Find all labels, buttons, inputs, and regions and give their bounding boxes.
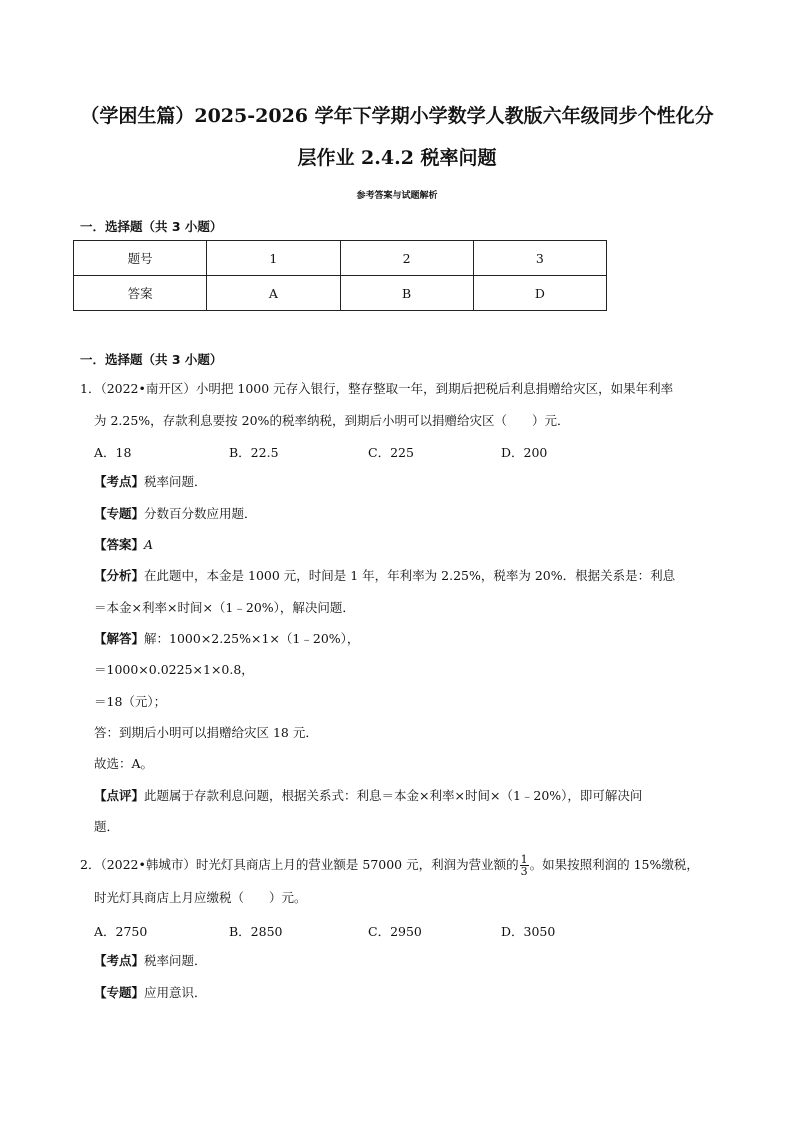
q1-stem-line2: 为 2.25%，存款利息要按 20%的税率纳税，到期后小明可以捐赠给灾区（ ）元．: [94, 413, 570, 428]
table-cell: 题号: [74, 241, 207, 276]
document-subtitle: 参考答案与试题解析: [356, 191, 438, 201]
zhuanti-tag: 【专题】: [94, 985, 145, 1000]
q1-daan: [94, 537, 153, 553]
q1-option-b: B．22.5: [229, 445, 279, 460]
document-title-line1: （学困生篇）2025-2026 学年下学期小学数学人教版六年级同步个性化分: [80, 105, 714, 127]
document-title-line2: 层作业 2.4.2 税率问题: [297, 147, 497, 169]
q1-kaodian: [94, 474, 207, 490]
q1-fenxi-line1: [94, 568, 675, 584]
kaodian-text: 税率问题．: [144, 474, 207, 489]
table-cell: 答案: [74, 276, 207, 311]
q1-jieda-line5: 故选：A。: [94, 756, 154, 771]
kaodian-tag: 【考点】: [94, 474, 145, 489]
zhuanti-text: 分数百分数应用题．: [144, 506, 257, 521]
table-cell: 3: [473, 241, 606, 276]
table-cell: B: [340, 276, 473, 311]
q1-zhuanti: [94, 506, 257, 522]
daan-tag: 【答案】: [94, 537, 145, 552]
fraction-denominator: 3: [520, 865, 528, 878]
q1-option-a: A．18: [94, 445, 132, 460]
fenxi-text: 在此题中，本金是 1000 元，时间是 1 年，年利率为 2.25%，税率为 20%．根据关系是：利息: [144, 568, 676, 583]
answer-table-row-answer: [74, 276, 607, 311]
q1-jieda-line1: [94, 631, 359, 647]
q1-option-c: C．225: [368, 445, 414, 460]
q1-stem-line1: 1．（2022•南开区）小明把 1000 元存入银行，整存整取一年，到期后把税后利息捐赠给灾区，如果年利率: [80, 381, 674, 396]
answer-table-row-number: [74, 241, 607, 276]
dianping-tag: 【点评】: [94, 788, 145, 803]
fraction-numerator: 1: [520, 853, 528, 866]
q1-jieda-line3: ＝18（元）；: [94, 694, 167, 709]
q1-dianping-line1: [94, 788, 642, 804]
dianping-text: 此题属于存款利息问题，根据关系式：利息＝本金×利率×时间×（1﹣20%），即可解决问: [144, 788, 643, 803]
q2-stem-part1: 2．（2022•韩城市）时光灯具商店上月的营业额是 57000 元，利润为营业额的: [80, 857, 519, 872]
answer-table: [73, 240, 607, 311]
q1-dianping-line2: 题．: [94, 819, 120, 834]
q1-fenxi-line2: ＝本金×利率×时间×（1﹣20%），解决问题．: [94, 600, 355, 615]
q2-stem-line1: [80, 854, 699, 877]
q1-jieda-line4: 答：到期后小明可以捐赠给灾区 18 元．: [94, 725, 318, 740]
kaodian-tag: 【考点】: [94, 953, 145, 968]
q2-zhuanti: [94, 985, 207, 1001]
table-cell: 1: [207, 241, 340, 276]
jieda-text: 解：1000×2.25%×1×（1﹣20%），: [144, 631, 360, 646]
kaodian-text: 税率问题．: [144, 953, 207, 968]
zhuanti-text: 应用意识．: [144, 985, 207, 1000]
jieda-tag: 【解答】: [94, 631, 145, 646]
q1-option-d: D．200: [501, 445, 548, 460]
table-cell: A: [207, 276, 340, 311]
detail-section-heading: 一．选择题（共 3 小题）: [80, 352, 223, 367]
q2-option-a: A．2750: [94, 924, 148, 939]
daan-text: A: [144, 537, 154, 552]
q1-jieda-line2: ＝1000×0.0225×1×0.8，: [94, 662, 254, 677]
answer-section-heading: 一．选择题（共 3 小题）: [80, 219, 223, 234]
table-cell: 2: [340, 241, 473, 276]
q2-option-c: C．2950: [368, 924, 422, 939]
q2-stem-part2: 。如果按照利润的 15%缴税，: [529, 857, 699, 872]
q2-stem-line2: 时光灯具商店上月应缴税（ ）元。: [94, 890, 307, 905]
q2-option-d: D．3050: [501, 924, 556, 939]
fraction: [520, 854, 529, 877]
fenxi-tag: 【分析】: [94, 568, 145, 583]
zhuanti-tag: 【专题】: [94, 506, 145, 521]
q2-kaodian: [94, 953, 207, 969]
table-cell: D: [473, 276, 606, 311]
q2-option-b: B．2850: [229, 924, 283, 939]
